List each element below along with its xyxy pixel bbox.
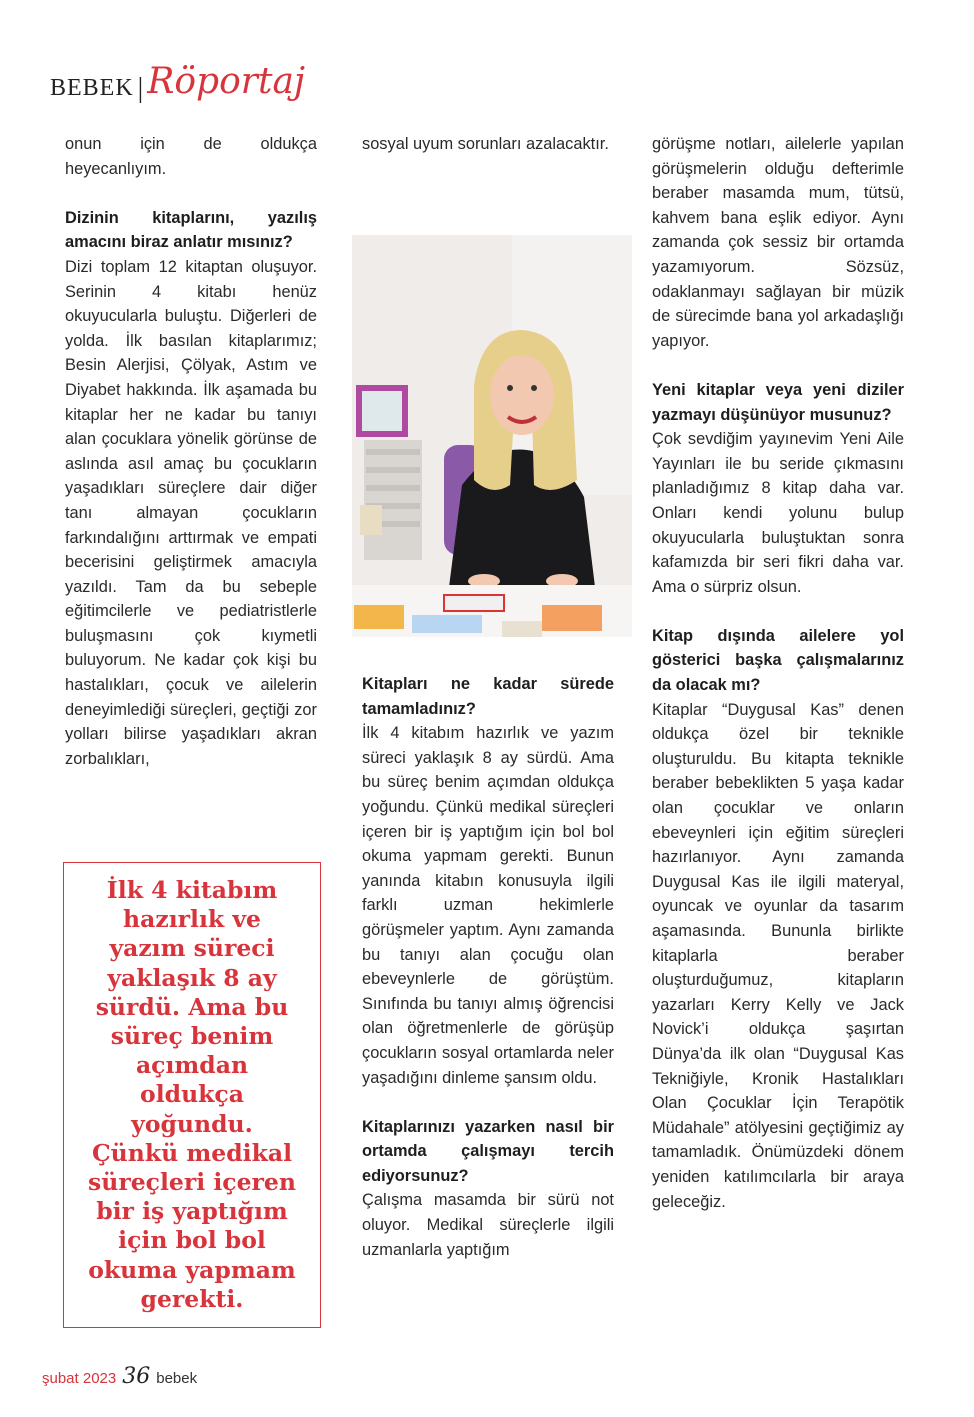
interview-answer: Dizi toplam 12 kitaptan oluşuyor. Serinin 4 kitabı henüz okuyucularla buluştu. Diğerleri de yolda. İlk basılan kitaplarımız; Besin Alerjisi, Çölyak, Astım ve Diyabet hakkında. İlk aşamada bu kitaplar her ne kadar bu tanıyı alan çocuklara yönelik görünse de aslında asıl amaç bu çocukların yaşadıkları süreçlere dair diğer tanı almayan çocukların farkındalığını arttırmak ve empati becerisini geliştirmek amacıyla yazıldı. Tam da bu sebeple eğitimcilerle ve pediatristlerle buluşmasını çok kıymetli buluyorum. Ne kadar çok kişi bu hastalıkları, çocuk ve ailelerin deneyimlediği süreçleri, geçtiği zor yolları bilirse yaşadıkları akran zorbalıkları, — [65, 257, 317, 768]
page-footer — [42, 1364, 197, 1389]
interview-question: Kitap dışında ailelere yol gösterici başka çalışmalarınız da olacak mı? — [652, 626, 904, 695]
interview-question: Kitaplarınızı yazarken nasıl bir ortamda çalışmayı tercih ediyorsunuz? — [362, 1117, 614, 1185]
column-middle-top — [362, 132, 614, 157]
column-middle-bottom — [362, 672, 614, 1262]
interview-answer: Çalışma masamda bir sürü not oluyor. Medikal süreçlerle ilgili uzmanlarla yaptığım — [362, 1191, 614, 1259]
interview-answer: İlk 4 kitabım hazırlık ve yazım süreci yaklaşık 8 ay sürdü. Ama bu süreç benim açımdan oldukça yoğundu. Çünkü medikal süreçleri içeren bir iş yaptığım için bol bol okuma yapmam gerekti. Bunun yanında kitabın konusuyla ilgili farklı uzman hekimlerle görüşmeler yaptım. Aynı zamanda bu tanıyı alan çocuğu olan ebeveynlerle de görüştüm. Sınıfında bu tanıyı almış öğrencisi olan öğretmenlerle de görüşüp çocukların sosyal ortamlarda neler yaşadığını dinleme şansım oldu. — [362, 724, 614, 1087]
pull-quote — [63, 862, 321, 1328]
header-separator: | — [137, 73, 144, 104]
interview-answer: Kitaplar “Duygusal Kas” denen oldukça özel bir teknikle oluşturuldu. Bu kitapta teknikle beraber bebeklikten 5 yaşa kadar olan çocuklar ve onların ebeveynleri için eğitim süreçleri hazırlanıyor. Aynı zamanda Duygusal Kas ile ilgili materyal, oyuncak ve oyunlar da tasarım aşamasında. Bununla birlikte kitaplarla beraber oluşturduğumuz, kitapların yazarları Kerry Kelly ve Jack Novick’i oldukça şaşırtan Dünya’da ilk olan “Duygusal Kas Tekniğiyle, Kronik Hastalıkları Olan Çocuklar İçin Terapötik Müdahale” atölyesini geçtiğimiz ay tamamladık. Önümüzdeki dönem yeniden katılımcılarla bir araya geleceğiz. — [652, 700, 904, 1211]
section-title: Röportaj — [147, 61, 306, 102]
issue-date: şubat 2023 — [42, 1370, 117, 1387]
interview-question: Dizinin kitaplarını, yazılış amacını biraz anlatır mısınız? — [65, 208, 317, 252]
page-number: 36 — [122, 1364, 151, 1389]
interview-question: Yeni kitaplar veya yeni diziler yazmayı düşünüyor musunuz? — [652, 380, 904, 424]
paragraph: sosyal uyum sorunları azalacaktır. — [362, 135, 609, 153]
column-left — [65, 132, 317, 771]
paragraph: onun için de oldukça heyecanlıyım. — [65, 135, 317, 178]
column-right — [652, 132, 904, 1214]
interview-answer: Çok sevdiğim yayınevim Yeni Aile Yayınları ile bu seride çıkmasını planladığımız 8 kitap daha var. Onları kendi yolunu bulup okuyucularla buluştuktan sonra kafamızda bir seri fikri daha var. Ama o sürpriz olsun. — [652, 430, 904, 596]
page-header — [50, 48, 306, 104]
interviewee-photo — [352, 235, 632, 637]
pull-quote-text: İlk 4 kitabım hazırlık ve yazım süreci yaklaşık 8 ay sürdü. Ama bu süreç benim açımdan oldukça yoğundu. Çünkü medikal süreçleri içeren bir iş yaptığım için bol bol okuma yapmam gerekti. — [88, 875, 296, 1313]
paragraph: görüşme notları, ailelerle yapılan görüşmelerin olduğu defterimle beraber masamda mum, tütsü, kahvem bana eşlik ediyor. Aynı zamanda çok sessiz bir ortamda yazamıyorum. Sözsüz, odaklanmayı sağlayan bir müzik de sürecimde bana yol arkadaşlığı yapıyor. — [652, 135, 904, 350]
magazine-brand: BEBEK — [50, 75, 134, 101]
interview-question: Kitapları ne kadar sürede tamamladınız? — [362, 675, 614, 718]
magazine-name: bebek — [156, 1370, 198, 1387]
